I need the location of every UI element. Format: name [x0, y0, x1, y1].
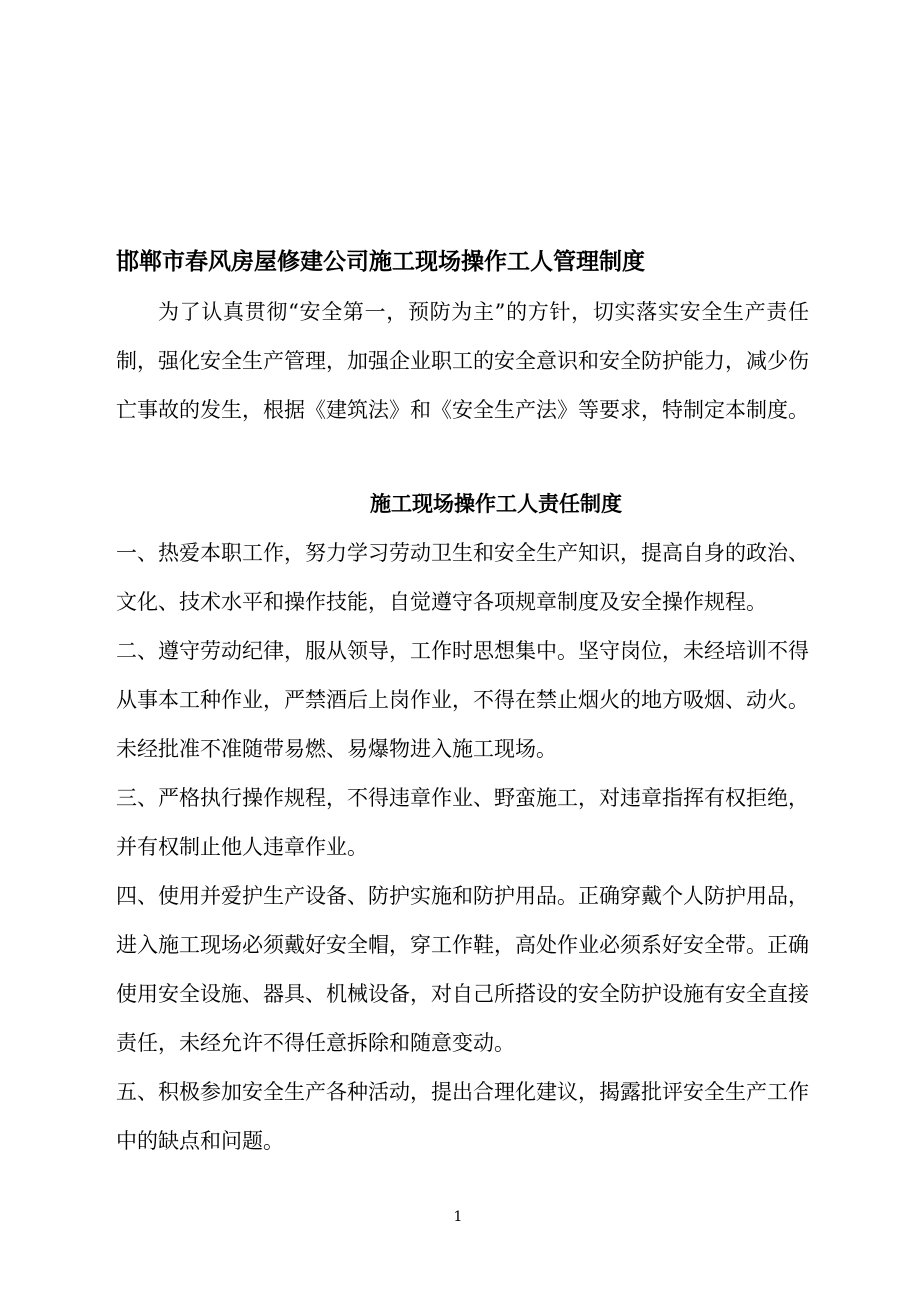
rule-item-4: 四、使用并爱护生产设备、防护实施和防护用品。正确穿戴个人防护用品，进入施工现场必须戴好安全帽，穿工作鞋，高处作业必须系好安全带。正确使用安全设施、器具、机械设备，对自己所搭设的安全防护设施有安全直接责任，未经允许不得任意拆除和随意变动。: [116, 884, 809, 1055]
rule-item-2: 二、遵守劳动纪律，服从领导，工作时思想集中。坚守岗位，未经培训不得从事本工种作业，严禁酒后上岗作业，不得在禁止烟火的地方吸烟、动火。未经批准不准随带易燃、易爆物进入施工现场。: [116, 639, 809, 761]
intro-paragraph: 为了认真贯彻“安全第一，预防为主”的方针，切实落实安全生产责任制，强化安全生产管理，加强企业职工的安全意识和安全防护能力，减少伤亡事故的发生，根据《建筑法》和《安全生产法》等要求，特制定本制度。: [116, 300, 809, 422]
page-number: 1: [453, 1209, 463, 1225]
section-title: 施工现场操作工人责任制度: [370, 491, 622, 516]
rule-item-1: 一、热爱本职工作，努力学习劳动卫生和安全生产知识，提高自身的政治、文化、技术水平和操作技能，自觉遵守各项规章制度及安全操作规程。: [116, 541, 809, 614]
page-number-footer: [0, 1207, 920, 1227]
rule-item-5: 五、积极参加安全生产各种活动，提出合理化建议，揭露批评安全生产工作中的缺点和问题。: [116, 1080, 809, 1153]
rule-list: [116, 529, 809, 1166]
document-title: 邯郸市春风房屋修建公司施工现场操作工人管理制度: [116, 248, 645, 275]
rule-item-3: 三、严格执行操作规程，不得违章作业、野蛮施工，对违章指挥有权拒绝，并有权制止他人违章作业。: [116, 786, 809, 859]
